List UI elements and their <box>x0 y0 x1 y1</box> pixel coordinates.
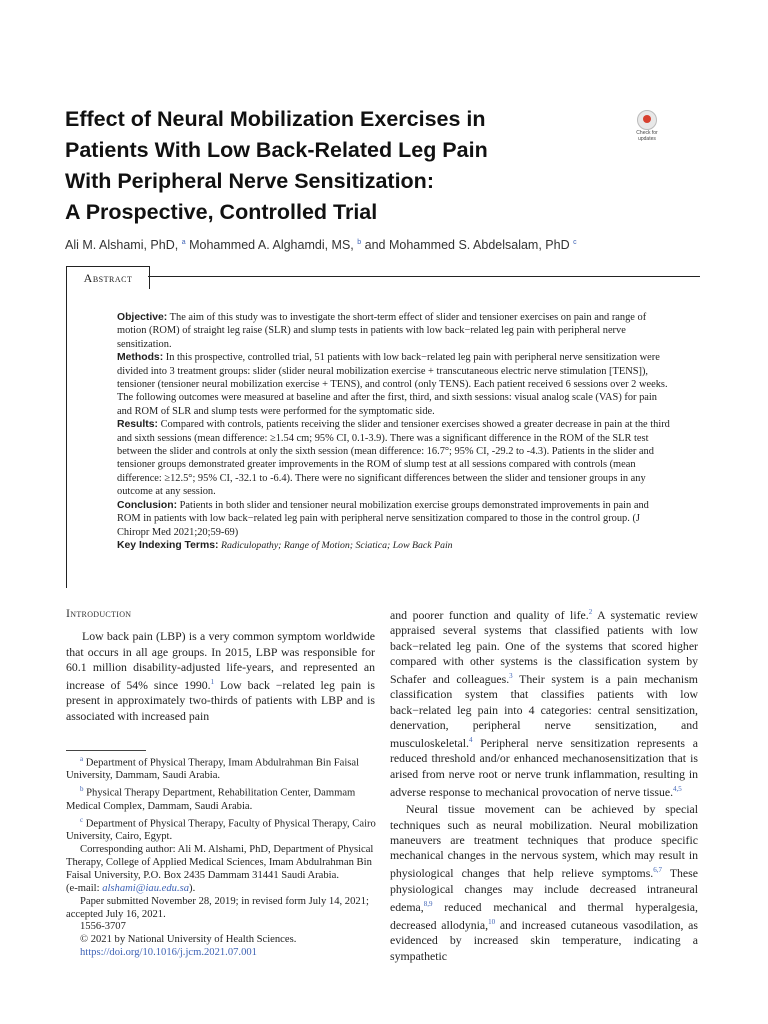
email-link[interactable]: alshami@iau.edu.sa <box>102 882 190 894</box>
affiliation-link[interactable]: b <box>357 238 362 246</box>
citation-link[interactable]: 4 <box>468 736 473 745</box>
abstract-body <box>117 311 670 552</box>
title-line: A Prospective, Controlled Trial <box>65 200 378 224</box>
intro-paragraph: Low back pain (LBP) is a very common symptom worldwide that occurs in all age groups. In 2015, LBP was responsible for 60.1 million disability-adjusted life-years, and represented an increase of 54% since 1990.$^1$ Low back −related leg pain is present in approximately two-thirds of patients with LBP and is associated with increased pain <box>66 629 375 723</box>
title-line: With Peripheral Nerve Sensitization: <box>65 169 434 193</box>
citation-link[interactable]: 6,7 <box>653 866 663 875</box>
badge-text: Check for updates <box>636 130 658 142</box>
abstract-keywords: Key Indexing Terms: Radiculopathy; Range of Motion; Sciatica; Low Back Pain <box>117 539 453 551</box>
citation-link[interactable]: 3 <box>509 672 513 681</box>
abstract-results: Results: Compared with controls, patients receiving the slider and tensioner exercises showed a greater decrease in pain at the third and sixth sessions (mean difference: ≥1.54 cm; 95% CI, 0.1-3.9). There was a significant difference in the ROM of the SLR test between the slider and controls at only the sixth session (mean difference: 16.7°; 95% CI, -29.2 to -4.3). Patients in the slider and tensioner groups demonstrated greater improvements in the ROM of slump test at all sessions compared with controls (mean difference: ≥12.5°; 95% CI, -32.1 to -6.4). There were no significant differences between the slider and tensioner groups in any outcome at any session. <box>117 419 670 498</box>
doi-link[interactable]: https://doi.org/10.1016/j.jcm.2021.07.001 <box>80 947 257 959</box>
author-name: and Mohammed S. Abdelsalam, PhD <box>364 238 570 252</box>
affiliation-link[interactable]: c <box>573 238 577 246</box>
author-list <box>65 238 577 252</box>
abstract-methods: Methods: In this prospective, controlled trial, 51 patients with low back−related leg pain with peripheral nerve sensitization were divided into 3 treatment groups: slider (slider neural mobilization exercise + transcutaneous electric nerve stimulation [TENS]), tensioner (tensioner neural mobilization exercise + TENS), and control (only TENS). Each patient received 6 sessions over 2 weeks. The following outcomes were measured at baseline and after the first, third, and sixth sessions: visual analog scale (VAS) for pain and ROM of SLR and slump tests were performed for the symptomatic side. <box>117 352 668 417</box>
affiliation-footnote: $^c$ Department of Physical Therapy, Faculty of Physical Therapy, Cairo University, Cairo, Egypt. <box>66 815 376 843</box>
citation-link[interactable]: 8,9 <box>423 899 433 908</box>
affiliation-footnote: $^b$ Physical Therapy Department, Rehabilitation Center, Dammam Medical Complex, Dammam, Saudi Arabia. <box>66 785 356 812</box>
section-heading: Introduction <box>66 606 132 620</box>
title-line: Patients With Low Back-Related Leg Pain <box>65 138 488 162</box>
abstract-left-rule <box>66 288 67 588</box>
abstract-label-box <box>66 266 150 289</box>
left-column <box>66 606 375 724</box>
footnote-rule <box>66 750 146 751</box>
abstract-conclusion: Conclusion: Patients in both slider and tensioner neural mobilization exercise groups demonstrated improvements in pain and ROM in patients with low back−related leg pain with peripheral nerve sensitization compared to those in the control group. (J Chiropr Med 2021;20;59-69) <box>117 499 649 538</box>
citation-link[interactable]: 4,5 <box>673 785 682 794</box>
abstract-label: Abstract <box>83 270 133 285</box>
corresponding-author: Corresponding author: Ali M. Alshami, PhD, Department of Physical Therapy, College of Applied Medical Sciences, Imam Abdulrahman Bin Faisal University, P.O. Box 2435 Dammam 31441 Saudi Arabia. <box>66 844 374 881</box>
crossmark-icon <box>637 110 657 130</box>
article-title <box>65 104 585 228</box>
author-name: Ali M. Alshami, PhD, <box>65 238 179 252</box>
check-for-updates-badge[interactable] <box>632 110 662 148</box>
email-line: (e-mail: alshami@iau.edu.sa). <box>66 882 196 894</box>
abstract-objective: Objective: The aim of this study was to investigate the short-term effect of slider and tensioner exercises on pain and range of motion (ROM) of straight leg raise (SLR) and slump tests in patients with low back−related leg pain with peripheral nerve sensitization. <box>117 312 647 350</box>
body-paragraph: and poorer function and quality of life.$^2$ A systematic review appraised several systems that classified patients with low back−related leg pain. One of the systems that scored higher compared with other systems is the classification system by Schafer and colleagues.$^3$ Their system is a pain mechanism classification system that classifies patients with low back−related leg pain into 4 categories: central sensitization, denervation, peripheral nerve sensitization, and musculoskeletal.$^4$ Peripheral nerve sensitization represents a reduced threshold and/or enhanced mechanosensitization that is arised from nerve root or nerve trunk inflammation, resulting in adverse response to mechanical provocation of nerve tissue.$^{4,5}$ <box>390 607 698 799</box>
body-paragraph: Neural tissue movement can be achieved by special techniques such as neural mobilization. Neural mobilization maneuvers are treatment techniques that produce specific mechanical changes in the nervous system, which may result in physiological changes that help relieve symptoms.$^{6,7}$ These physiological changes may include decreased intraneural edema,$^{8,9}$ reduced mechanical and thermal hyperalgesia, decreased allodynia,$^{10}$ and increased cutaneous vasodilation, as evidenced by increased skin temperature, indicating a sympathetic <box>390 802 698 963</box>
right-column <box>390 605 698 964</box>
affiliation-footnote: $^a$ Department of Physical Therapy, Imam Abdulrahman Bin Faisal University, Dammam, Saudi Arabia. <box>66 755 360 782</box>
author-name: Mohammed A. Alghamdi, MS, <box>189 238 354 252</box>
submission-dates: Paper submitted November 28, 2019; in revised form July 14, 2021; accepted July 16, 2021. <box>66 895 369 920</box>
abstract-rule <box>148 276 700 277</box>
citation-link[interactable]: 1 <box>210 678 215 687</box>
citation-link[interactable]: 2 <box>588 608 593 616</box>
affiliation-link[interactable]: a <box>181 238 186 246</box>
copyright: © 2021 by National University of Health Sciences. <box>80 934 297 946</box>
citation-link[interactable]: 10 <box>488 918 496 927</box>
footnotes <box>66 753 376 960</box>
title-line: Effect of Neural Mobilization Exercises in <box>65 107 486 131</box>
issn: 1556-3707 <box>80 921 126 933</box>
